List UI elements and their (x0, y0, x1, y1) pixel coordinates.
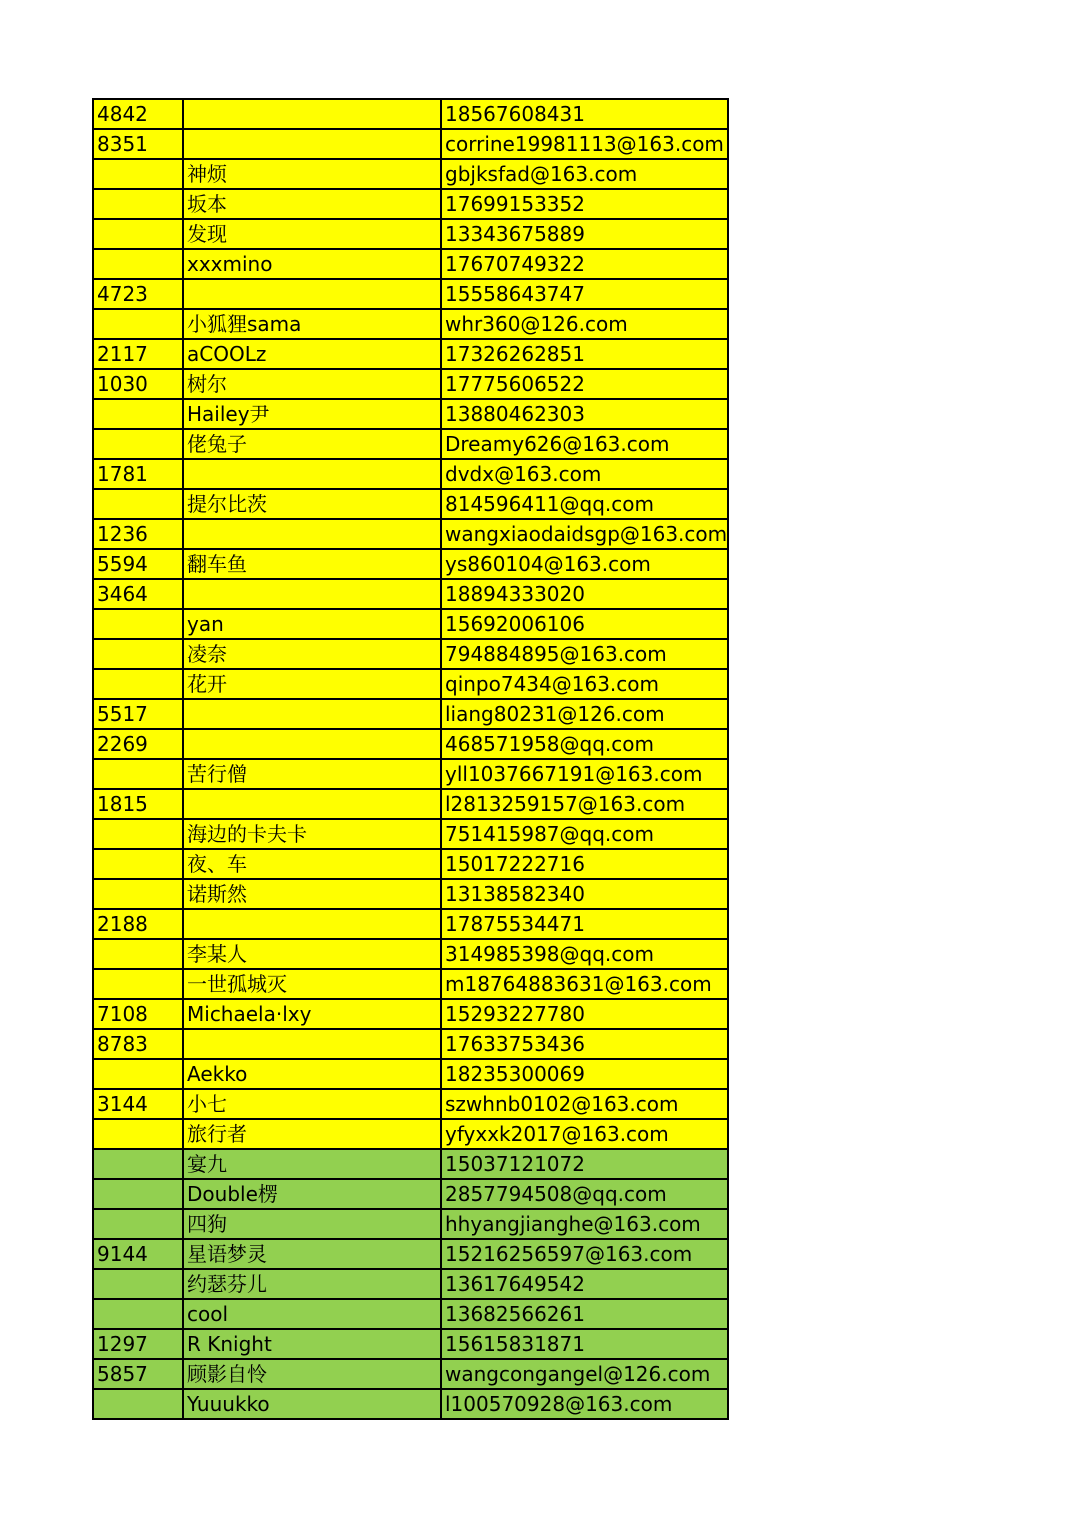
name-cell: 佬兔子 (183, 429, 441, 459)
contact-cell: 794884895@163.com (441, 639, 728, 669)
contact-cell: 2857794508@qq.com (441, 1179, 728, 1209)
contact-cell: 15692006106 (441, 609, 728, 639)
contact-cell: 13682566261 (441, 1299, 728, 1329)
table-row (93, 969, 728, 999)
table-row (93, 339, 728, 369)
id-cell (93, 219, 183, 249)
contact-cell: 751415987@qq.com (441, 819, 728, 849)
name-cell (183, 789, 441, 819)
name-cell: cool (183, 1299, 441, 1329)
table-row (93, 939, 728, 969)
contact-cell: 18235300069 (441, 1059, 728, 1089)
name-cell: 凌奈 (183, 639, 441, 669)
id-cell (93, 249, 183, 279)
contact-cell: 18567608431 (441, 99, 728, 129)
contact-cell: wangxiaodaidsgp@163.com (441, 519, 728, 549)
contact-cell: yll1037667191@163.com (441, 759, 728, 789)
contact-cell: yfyxxk2017@163.com (441, 1119, 728, 1149)
name-cell: 花开 (183, 669, 441, 699)
name-cell (183, 729, 441, 759)
table-row (93, 909, 728, 939)
contact-table (92, 98, 729, 1420)
name-cell: 夜、车 (183, 849, 441, 879)
table-row (93, 1059, 728, 1089)
id-cell (93, 1389, 183, 1419)
contact-cell: 17633753436 (441, 1029, 728, 1059)
contact-cell: whr360@126.com (441, 309, 728, 339)
contact-cell: 18894333020 (441, 579, 728, 609)
table-row (93, 549, 728, 579)
name-cell: 神烦 (183, 159, 441, 189)
id-cell: 4842 (93, 99, 183, 129)
id-cell: 3144 (93, 1089, 183, 1119)
table-row (93, 219, 728, 249)
table-row (93, 999, 728, 1029)
table-row (93, 849, 728, 879)
id-cell (93, 759, 183, 789)
contact-cell: 13138582340 (441, 879, 728, 909)
table-row (93, 309, 728, 339)
contact-cell: qinpo7434@163.com (441, 669, 728, 699)
table-row (93, 1029, 728, 1059)
id-cell: 9144 (93, 1239, 183, 1269)
contact-cell: 17875534471 (441, 909, 728, 939)
name-cell: 小七 (183, 1089, 441, 1119)
name-cell: Hailey尹 (183, 399, 441, 429)
contact-cell: 15216256597@163.com (441, 1239, 728, 1269)
table-row (93, 159, 728, 189)
contact-cell: 468571958@qq.com (441, 729, 728, 759)
table-row (93, 789, 728, 819)
table-row (93, 699, 728, 729)
table-row (93, 189, 728, 219)
table-row (93, 879, 728, 909)
name-cell: Double楞 (183, 1179, 441, 1209)
contact-cell: 15293227780 (441, 999, 728, 1029)
id-cell: 1030 (93, 369, 183, 399)
contact-cell: 15558643747 (441, 279, 728, 309)
id-cell (93, 969, 183, 999)
contact-cell: 15017222716 (441, 849, 728, 879)
name-cell: 坂本 (183, 189, 441, 219)
id-cell: 1781 (93, 459, 183, 489)
name-cell: 发现 (183, 219, 441, 249)
id-cell: 5857 (93, 1359, 183, 1389)
name-cell: 一世孤城灭 (183, 969, 441, 999)
id-cell (93, 879, 183, 909)
id-cell: 7108 (93, 999, 183, 1029)
table-row (93, 129, 728, 159)
table-row (93, 1269, 728, 1299)
id-cell (93, 189, 183, 219)
name-cell: 旅行者 (183, 1119, 441, 1149)
name-cell (183, 1029, 441, 1059)
table-row (93, 1329, 728, 1359)
id-cell (93, 159, 183, 189)
table-row (93, 489, 728, 519)
id-cell (93, 1149, 183, 1179)
contact-cell: 15615831871 (441, 1329, 728, 1359)
contact-cell: 314985398@qq.com (441, 939, 728, 969)
id-cell (93, 939, 183, 969)
contact-cell: 17670749322 (441, 249, 728, 279)
contact-cell: corrine19981113@163.com (441, 129, 728, 159)
id-cell (93, 1179, 183, 1209)
table-row (93, 579, 728, 609)
name-cell (183, 699, 441, 729)
id-cell: 1297 (93, 1329, 183, 1359)
id-cell (93, 639, 183, 669)
name-cell: 翻车鱼 (183, 549, 441, 579)
table-row (93, 1359, 728, 1389)
id-cell: 8783 (93, 1029, 183, 1059)
name-cell: yan (183, 609, 441, 639)
id-cell (93, 399, 183, 429)
id-cell (93, 669, 183, 699)
id-cell (93, 309, 183, 339)
table-row (93, 1299, 728, 1329)
contact-cell: 17326262851 (441, 339, 728, 369)
contact-cell: ys860104@163.com (441, 549, 728, 579)
name-cell: 树尔 (183, 369, 441, 399)
contact-cell: l2813259157@163.com (441, 789, 728, 819)
table-row (93, 639, 728, 669)
id-cell (93, 849, 183, 879)
table-row (93, 519, 728, 549)
table-row (93, 729, 728, 759)
id-cell (93, 1209, 183, 1239)
table-row (93, 609, 728, 639)
table-row (93, 1179, 728, 1209)
table-row (93, 369, 728, 399)
table-row (93, 399, 728, 429)
name-cell (183, 129, 441, 159)
contact-cell: liang80231@126.com (441, 699, 728, 729)
table-row (93, 249, 728, 279)
name-cell: 李某人 (183, 939, 441, 969)
contact-cell: dvdx@163.com (441, 459, 728, 489)
id-cell: 5517 (93, 699, 183, 729)
name-cell (183, 519, 441, 549)
contact-cell: 13880462303 (441, 399, 728, 429)
name-cell: aCOOLz (183, 339, 441, 369)
name-cell: 小狐狸sama (183, 309, 441, 339)
id-cell (93, 429, 183, 459)
id-cell: 3464 (93, 579, 183, 609)
table-row (93, 279, 728, 309)
id-cell: 2117 (93, 339, 183, 369)
name-cell: Yuuukko (183, 1389, 441, 1419)
name-cell: 提尔比茨 (183, 489, 441, 519)
contact-cell: wangcongangel@126.com (441, 1359, 728, 1389)
name-cell: 星语梦灵 (183, 1239, 441, 1269)
name-cell: 诺斯然 (183, 879, 441, 909)
id-cell (93, 489, 183, 519)
name-cell: xxxmino (183, 249, 441, 279)
contact-cell: m18764883631@163.com (441, 969, 728, 999)
id-cell (93, 1269, 183, 1299)
table-row (93, 1119, 728, 1149)
contact-cell: Dreamy626@163.com (441, 429, 728, 459)
table-row (93, 1149, 728, 1179)
id-cell: 2188 (93, 909, 183, 939)
id-cell (93, 1119, 183, 1149)
contact-cell: 15037121072 (441, 1149, 728, 1179)
contact-cell: gbjksfad@163.com (441, 159, 728, 189)
name-cell: 海边的卡夫卡 (183, 819, 441, 849)
name-cell: 约瑟芬儿 (183, 1269, 441, 1299)
id-cell: 2269 (93, 729, 183, 759)
contact-cell: 13617649542 (441, 1269, 728, 1299)
name-cell (183, 459, 441, 489)
id-cell (93, 609, 183, 639)
id-cell (93, 1299, 183, 1329)
id-cell: 5594 (93, 549, 183, 579)
id-cell: 4723 (93, 279, 183, 309)
name-cell: 顾影自怜 (183, 1359, 441, 1389)
table-row (93, 99, 728, 129)
id-cell: 1815 (93, 789, 183, 819)
name-cell: 四狗 (183, 1209, 441, 1239)
id-cell (93, 1059, 183, 1089)
contact-cell: 13343675889 (441, 219, 728, 249)
table-row (93, 759, 728, 789)
name-cell: Michaela·lxy (183, 999, 441, 1029)
contact-cell: 17775606522 (441, 369, 728, 399)
name-cell (183, 99, 441, 129)
table-row (93, 819, 728, 849)
contact-cell: szwhnb0102@163.com (441, 1089, 728, 1119)
name-cell: 宴九 (183, 1149, 441, 1179)
table-row (93, 1239, 728, 1269)
table-row (93, 459, 728, 489)
name-cell (183, 579, 441, 609)
id-cell: 8351 (93, 129, 183, 159)
contact-cell: 814596411@qq.com (441, 489, 728, 519)
contact-cell: l100570928@163.com (441, 1389, 728, 1419)
contact-cell: 17699153352 (441, 189, 728, 219)
id-cell: 1236 (93, 519, 183, 549)
table-row (93, 1089, 728, 1119)
id-cell (93, 819, 183, 849)
name-cell (183, 279, 441, 309)
name-cell: Aekko (183, 1059, 441, 1089)
name-cell: R Knight (183, 1329, 441, 1359)
table-row (93, 1389, 728, 1419)
table-body (93, 99, 728, 1419)
name-cell: 苦行僧 (183, 759, 441, 789)
name-cell (183, 909, 441, 939)
contact-cell: hhyangjianghe@163.com (441, 1209, 728, 1239)
table-row (93, 1209, 728, 1239)
table-row (93, 669, 728, 699)
table-row (93, 429, 728, 459)
